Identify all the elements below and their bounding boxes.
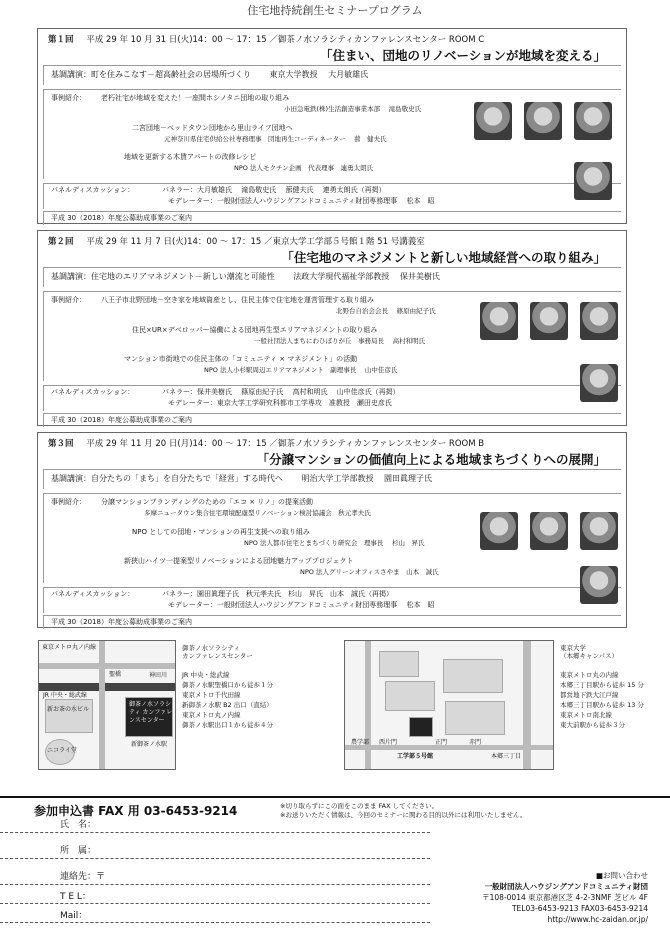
cases-section — [43, 493, 621, 583]
case-speaker: NPO 法人グリーンオフィスさやま 山本 誠氏 — [300, 568, 439, 576]
map-label: 西片門 — [379, 739, 398, 746]
case-title: マンション市街地での住民主体の「コミュニティ × マネジメント」の活動 — [124, 355, 358, 363]
cases-section — [43, 89, 621, 179]
grant-note: 平成 30（2018）年度公募助成事業のご案内 — [51, 214, 192, 222]
panel-label: パネルディスカッション： — [51, 590, 135, 598]
case-speaker: 多摩ニュータウン集合住宅環境配慮型リノベーション検討協議会 秋元孝夫氏 — [144, 509, 371, 517]
map-label: 赤門 — [469, 739, 482, 746]
speaker-photo — [530, 512, 568, 550]
speaker-photo — [580, 512, 618, 550]
keynote-section — [43, 65, 621, 85]
session-datetime-venue: 平成 29 年 10 月 31 日(火)14：00 ～ 17：15 ／御茶ノ水ソラシティカンファレンスセンター ROOM C — [86, 35, 485, 45]
fax-note-line: ※お送りいただく情報は、今回のセミナーに関わる目的以外には利用いたしません。 — [280, 811, 527, 819]
speaker-photo — [524, 102, 562, 140]
tel-field-line — [0, 903, 430, 904]
speaker-photo — [580, 566, 618, 604]
map-road — [345, 745, 554, 750]
map-label: 新お茶の水ビル — [47, 706, 90, 713]
session-header — [48, 235, 620, 247]
session-header — [48, 33, 620, 45]
panelists: パネラー：保井美樹氏 篠原由紀子氏 高村和明氏 山中佳彦氏（再掲） — [162, 388, 400, 396]
case-title: 住民×UR×デベロッパー協働による団地再生型エリアマネジメントの取り組み — [132, 326, 378, 334]
map-label: 東京メトロ丸ノ内線 — [42, 644, 97, 651]
case-title: 八王子市北野団地－空き家を地域資産とし、住民主体で住宅地を運営管理する取り組み — [101, 296, 374, 304]
session-title: 「住まい、団地のリノベーションが地域を変える」 — [319, 48, 606, 63]
map-block — [385, 681, 435, 711]
map-block — [45, 699, 93, 733]
session-title: 「分譲マンションの価値向上による地域まちづくりへの展開」 — [256, 452, 606, 467]
map-access-info: 東京メトロ丸の内線 本郷三丁目駅から徒歩 15 分 都営地下鉄大江戸線 本郷三丁目駅から徒歩 13 分 東京メトロ南北線 東大前駅から徒歩３分 — [560, 671, 644, 729]
session-number: 第３回 — [48, 439, 74, 449]
map-block — [443, 659, 503, 693]
map-block — [379, 651, 419, 677]
session-datetime-venue: 平成 29 年 11 月 7 日(火)14：00 ～ 17：15 ／東京大学工学部５号館１階 51 号講義室 — [86, 237, 425, 247]
panelists: パネラー：園田眞理子氏 秋元孝夫氏 杉山 昇氏 山本 誠氏（再掲） — [162, 590, 393, 598]
map-label: 聖橋 — [109, 671, 122, 678]
map-label: 正門 — [435, 739, 448, 746]
case-title: 新狭山ハイツ一提案型リノベーションによる団地魅力アッププロジェクト — [124, 557, 354, 565]
map-road — [365, 641, 371, 770]
case-title: 老朽社宅が地域を変えた！一座間ホシノタニ団地の取り組み — [101, 94, 290, 102]
page-title: 住宅地持続創生セミナープログラム — [247, 4, 423, 17]
case-title: 分譲マンションブランディングのための「エコ × リノ」の提案活動 — [101, 498, 314, 506]
speaker-photo — [574, 162, 612, 200]
contact-address-field[interactable]: 連絡先：〒 — [60, 872, 106, 882]
mail-field[interactable]: Mail： — [60, 911, 88, 921]
speaker-photo — [480, 512, 518, 550]
keynote-text: 基調講演：町を住みこなす－超高齢社会の居場所づくり 東京大学教授 大月敏雄氏 — [51, 70, 369, 79]
case-speaker: NPO 法人小杉駅周辺エリアマネジメント 副理事長 山中佳彦氏 — [204, 366, 398, 374]
speaker-photo — [580, 364, 618, 402]
session-3 — [37, 432, 627, 628]
speaker-photo — [580, 302, 618, 340]
cases-label: 事例紹介： — [51, 94, 86, 102]
name-field-line — [0, 832, 430, 833]
map-label: 工学部５号館 — [397, 753, 434, 760]
case-speaker: 一般社団法人まちにわひばりが丘 事務局長 高村和明氏 — [254, 337, 426, 345]
map-railway — [39, 683, 176, 691]
case-speaker: NPO 法人モクチン企画 代表理事 連勇太朗氏 — [234, 164, 374, 172]
map-access-info: JR 中央・総武線 御茶ノ水駅聖橋口から徒歩１分 東京メトロ千代田線 新御茶ノ水駅 B2 出口（直結） 東京メトロ丸ノ内線 御茶ノ水駅出口１から徒歩４分 — [182, 671, 273, 729]
case-title: 地域を更新する木賃アパートの改修レシピ — [124, 153, 257, 161]
case-speaker: 元神奈川県住宅供給公社専務理事 団地再生コーディネーター 蔀 健夫氏 — [164, 135, 387, 143]
cases-section — [43, 291, 621, 381]
organization-url[interactable]: http://www.hc-zaidan.or.jp/ — [547, 915, 648, 924]
map-ochanomizu — [38, 640, 176, 770]
map-label: 農学部 — [351, 739, 370, 746]
case-speaker: 北野台自治会会長 篠原由紀子氏 — [336, 307, 436, 315]
fax-divider — [0, 796, 670, 798]
fax-form-title: 参加申込書 FAX 用 03-6453-9214 — [34, 804, 238, 818]
session-header — [48, 437, 620, 449]
organization-phone: TEL03-6453-9213 FAX03-6453-9214 — [511, 904, 648, 913]
map-venue-name: 御茶ノ水ソラシティ カンファレンスセンター — [182, 644, 253, 660]
fax-note — [280, 802, 526, 820]
map-label: 御茶ノ水ソラシティ カンファレンスセンター — [129, 701, 173, 724]
venue-block — [409, 717, 433, 737]
grant-note-section — [43, 615, 621, 629]
case-title: 二宮団地－ベッドタウン団地から里山ライフ団地へ — [132, 124, 293, 132]
session-number: 第２回 — [48, 237, 74, 247]
speaker-photo — [474, 102, 512, 140]
session-title: 「住宅地のマネジメントと新しい地域経営への取り組み」 — [281, 250, 606, 265]
speaker-photo — [530, 302, 568, 340]
cases-label: 事例紹介： — [51, 296, 86, 304]
case-speaker: 小田急電鉄(株)生活創造事業本部 滝島敬史氏 — [284, 105, 422, 113]
case-title: NPO としての団地・マンションの再生支援への取り組み — [132, 528, 310, 536]
cases-label: 事例紹介： — [51, 498, 86, 506]
affiliation-field[interactable]: 所 属： — [60, 846, 97, 856]
map-road — [523, 641, 531, 770]
panel-section — [43, 183, 621, 209]
grant-note: 平成 30（2018）年度公募助成事業のご案内 — [51, 416, 192, 424]
map-road — [39, 663, 176, 669]
map-label: 新御茶ノ水駅 — [131, 741, 168, 748]
panel-section — [43, 587, 621, 613]
grant-note-section — [43, 211, 621, 225]
map-road — [99, 641, 105, 770]
moderator: モデレーター：東京大学工学研究科都市工学専攻 准教授 瀬田史彦氏 — [168, 399, 392, 407]
keynote-section — [43, 267, 621, 287]
contact-label: ■お問い合わせ — [595, 871, 648, 880]
session-1 — [37, 28, 627, 224]
speaker-photo — [574, 102, 612, 140]
tel-field[interactable]: T E L： — [60, 892, 91, 902]
organization-address: 〒108-0014 東京都港区芝 4-2-3NMF 芝ビル 4F — [482, 893, 648, 902]
map-label: JR 中央・総武線 — [43, 692, 87, 699]
panel-label: パネルディスカッション： — [51, 186, 135, 194]
keynote-section — [43, 469, 621, 489]
map-venue-name: 東京大学 （本郷キャンパス） — [560, 644, 619, 660]
speaker-photo — [480, 302, 518, 340]
mail-field-line — [0, 922, 430, 923]
map-label: ニコライ堂 — [47, 747, 77, 754]
moderator: モデレーター：一般財団法人ハウジングアンドコミュニティ財団専務理事 松本 昭 — [168, 197, 435, 205]
keynote-text: 基調講演：住宅地のエリアマネジメント－新しい潮流と可能性 法政大学現代福祉学部教授 保井美樹氏 — [51, 272, 440, 281]
session-2 — [37, 230, 627, 426]
keynote-text: 基調講演：自分たちの「まち」を自分たちで「経営」する時代へ 明治大学工学部教授 園田眞理子氏 — [51, 474, 433, 483]
panel-label: パネルディスカッション： — [51, 388, 135, 396]
map-label: 本郷三丁目 — [491, 753, 522, 760]
map-hongo — [344, 640, 554, 770]
session-number: 第１回 — [48, 35, 74, 45]
map-block — [445, 701, 505, 735]
organization-name: 一般財団法人ハウジングアンドコミュニティ財団 — [484, 882, 648, 891]
moderator: モデレーター：一般財団法人ハウジングアンドコミュニティ財団専務理事 松本 昭 — [168, 601, 435, 609]
panel-section — [43, 385, 621, 411]
session-datetime-venue: 平成 29 年 11 月 20 日(月)14：00 ～ 17：15 ／御茶ノ水ソラシティカンファレンスセンター ROOM B — [86, 439, 485, 449]
map-label: 神田川 — [149, 672, 168, 679]
name-field[interactable]: 氏 名： — [60, 820, 97, 830]
case-speaker: NPO 法人都市住宅とまちづくり研究会 理事長 杉山 昇氏 — [244, 539, 425, 547]
contact-address-field-line — [0, 884, 430, 885]
grant-note: 平成 30（2018）年度公募助成事業のご案内 — [51, 618, 192, 626]
fax-note-line: ※切り取らずにこの面をこのまま FAX してください。 — [280, 802, 439, 810]
grant-note-section — [43, 413, 621, 427]
panelists: パネラー：大月敏雄氏 滝島敬史氏 蔀健夫氏 連勇太朗氏（再掲） — [162, 186, 386, 194]
affiliation-field-line — [0, 858, 430, 859]
